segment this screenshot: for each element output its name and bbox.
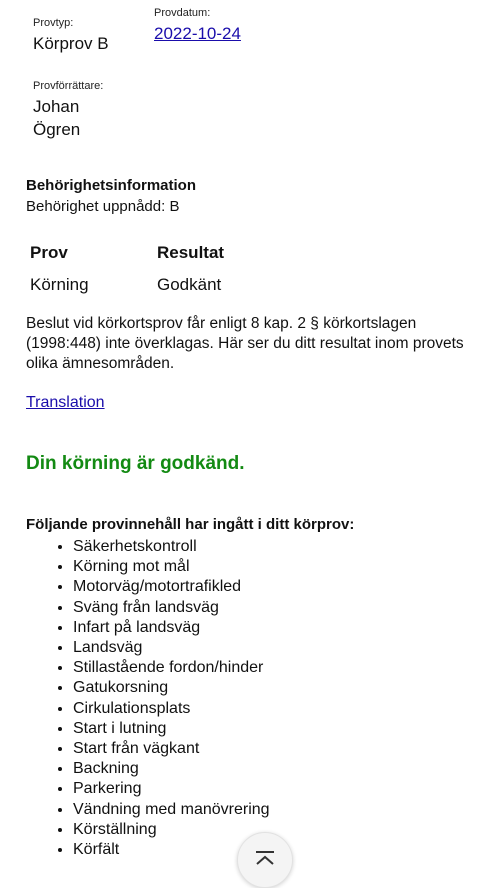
list-item: • Körfält <box>73 840 270 860</box>
behorighet-heading: Behörighetsinformation <box>26 177 197 194</box>
beslut-text: Beslut vid körkortsprov får enligt 8 kap. 2 § körkortslagen (1998:448) inte överklagas. Här ser du ditt resultat inom provets olika ämnesområden. <box>26 315 464 372</box>
list-item: • Motorväg/motortrafikled <box>73 577 270 597</box>
table-cell-resultat: Godkänt <box>157 275 222 294</box>
provtyp-label: Provtyp: <box>33 17 74 29</box>
provforrattare-value <box>33 95 80 141</box>
table-header-prov: Prov <box>30 243 68 262</box>
content-heading: Följande provinnehåll har ingått i ditt körprov: <box>26 516 355 533</box>
list-item: • Vändning med manövrering <box>73 800 270 820</box>
list-item: • Start från vägkant <box>73 739 270 759</box>
table-cell-prov: Körning <box>30 275 89 294</box>
provforrattare-last-name: Ögren <box>33 120 81 139</box>
list-item: • Landsväg <box>73 638 270 658</box>
behorighet-text: Behörighet uppnådd: B <box>26 198 180 215</box>
table-header-resultat: Resultat <box>157 243 225 262</box>
content-list <box>48 537 270 860</box>
scroll-to-top-button[interactable] <box>237 832 293 888</box>
chevron-up-bar-icon <box>254 850 276 866</box>
list-item: • Körning mot mål <box>73 557 270 577</box>
list-item: • Körställning <box>73 820 270 840</box>
list-item: • Parkering <box>73 779 270 799</box>
list-item: • Stillastående fordon/hinder <box>73 658 270 678</box>
provdatum-link[interactable]: 2022-10-24 <box>154 24 241 43</box>
translation-link[interactable]: Translation <box>26 394 105 411</box>
provforrattare-label: Provförrättare: <box>33 80 104 92</box>
list-item: • Sväng från landsväg <box>73 598 270 618</box>
results-table <box>30 241 224 295</box>
list-item: • Backning <box>73 759 270 779</box>
list-item: • Infart på landsväg <box>73 618 270 638</box>
result-heading: Din körning är godkänd. <box>26 453 245 474</box>
provforrattare-first-name: Johan <box>33 97 80 116</box>
list-item: • Gatukorsning <box>73 678 270 698</box>
table-header-row <box>30 241 224 265</box>
list-item: • Säkerhetskontroll <box>73 537 270 557</box>
table-row <box>30 265 224 295</box>
provtyp-value: Körprov B <box>33 34 109 53</box>
list-item: • Start i lutning <box>73 719 270 739</box>
list-item: • Cirkulationsplats <box>73 699 270 719</box>
provdatum-label: Provdatum: <box>154 7 211 19</box>
